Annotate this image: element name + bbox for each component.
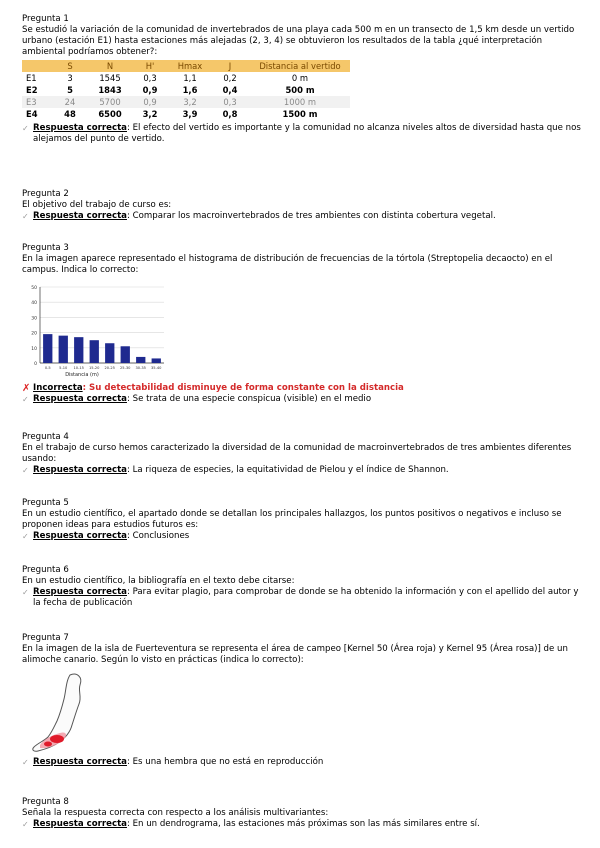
y-tick-label: 10: [31, 346, 37, 352]
histogram-bar: [74, 337, 83, 363]
question-text: Señala la respuesta correcta con respecto a los análisis multivariantes:: [22, 808, 329, 818]
x-tick-label: 35-40: [151, 366, 162, 370]
check-icon: ✓: [22, 124, 29, 133]
correct-answer-text: : Para evitar plagio, para comprobar de donde se ha obtenido la información y con el apellido del autor y la fecha de publicación: [33, 587, 579, 608]
table-cell: E2: [22, 84, 50, 96]
table-cell: 0,4: [210, 84, 250, 96]
table-row: [22, 108, 350, 120]
question-5: [22, 498, 582, 542]
correct-answer-label: Respuesta correcta: [33, 587, 127, 597]
y-tick-label: 40: [31, 301, 37, 307]
check-icon: ✓: [22, 395, 29, 404]
question-text: Se estudió la variación de la comunidad de invertebrados de una playa cada 500 m en un transecto de 1,5 km desde un vertido urbano (estación E1) hasta estaciones más alejadas (2, 3, 4) se obtuvieron los resultados de la tabla ¿qué interpretación ambiental podríamos obtener?:: [22, 25, 575, 57]
table-cell: 0 m: [250, 72, 350, 84]
question-text: El objetivo del trabajo de curso es:: [22, 200, 172, 210]
correct-answer-text: : Conclusiones: [126, 531, 190, 541]
question-text: En la imagen de la isla de Fuerteventura se representa el área de campeo [Kernel 50 (Área roja) y Kernel 95 (Área rosa)] de un alimoche canario. Según lo visto en prácticas (indica lo correcto):: [22, 644, 568, 665]
correct-answer-label: Respuesta correcta: [33, 465, 127, 475]
answer-body: [33, 394, 371, 405]
question-text: En un estudio científico, la bibliografía en el texto debe citarse:: [22, 576, 295, 586]
histogram-bar: [59, 336, 68, 363]
question-title: Pregunta 8: [22, 797, 69, 807]
correct-answer: [22, 123, 582, 145]
correct-answer: [22, 819, 582, 830]
check-icon: ✓: [22, 466, 29, 475]
x-axis-label: Distancia (m): [65, 372, 99, 378]
x-tick-label: 30-35: [135, 366, 146, 370]
fuerteventura-map: [22, 669, 102, 757]
correct-answer-label: Respuesta correcta: [33, 531, 127, 541]
answer-body: [33, 211, 496, 222]
question-6: [22, 565, 582, 609]
table-header-row: [22, 60, 350, 72]
table-cell: E3: [22, 96, 50, 108]
answer-body: [33, 757, 323, 768]
question-3: [22, 243, 582, 405]
question-title: Pregunta 7: [22, 633, 69, 643]
question-8: [22, 797, 582, 830]
table-cell: 1,1: [170, 72, 210, 84]
x-tick-label: 10-15: [73, 366, 84, 370]
table-cell: 0,8: [210, 108, 250, 120]
table-cell: E1: [22, 72, 50, 84]
table-cell: 1545: [90, 72, 130, 84]
table-cell: 0,9: [130, 96, 170, 108]
x-tick-label: 0-5: [44, 366, 51, 370]
question-title: Pregunta 4: [22, 432, 69, 442]
answer-body: [33, 465, 449, 476]
check-icon: ✓: [22, 588, 29, 597]
correct-answer: [22, 465, 582, 476]
correct-answer-text: : Comparar los macroinvertebrados de tres ambientes con distinta cobertura vegetal.: [126, 211, 496, 221]
histogram-bar: [152, 358, 161, 363]
incorrect-answer: [22, 383, 582, 394]
correct-answer: [22, 211, 582, 222]
table-cell: 6500: [90, 108, 130, 120]
check-icon: ✓: [22, 532, 29, 541]
question-title: Pregunta 6: [22, 565, 69, 575]
question-1: [22, 14, 582, 145]
table-cell: 3: [50, 72, 90, 84]
correct-answer-text: : Se trata de una especie conspicua (visible) en el medio: [126, 394, 372, 404]
correct-answer-label: Respuesta correcta: [33, 757, 127, 767]
y-tick-label: 50: [31, 286, 37, 291]
table-cell: 0,9: [130, 84, 170, 96]
check-icon: ✓: [22, 820, 29, 829]
kernel-50-area: [50, 735, 64, 743]
correct-answer-label: Respuesta correcta: [33, 819, 127, 829]
answer-body: [33, 383, 404, 394]
histogram-bar: [136, 357, 145, 363]
question-title: Pregunta 1: [22, 14, 69, 24]
y-tick-label: 20: [31, 331, 37, 337]
x-tick-label: 5-10: [59, 366, 68, 370]
answer-body: [33, 531, 189, 542]
correct-answer-text: : La riqueza de especies, la equitatividad de Pielou y el índice de Shannon.: [126, 465, 449, 475]
answer-body: [33, 587, 582, 609]
correct-answer-label: Respuesta correcta: [33, 211, 127, 221]
histogram-bar: [105, 343, 114, 363]
correct-answer-text: : En un dendrograma, las estaciones más próximas son las más similares entre sí.: [126, 819, 480, 829]
table-cell: 500 m: [250, 84, 350, 96]
check-icon: ✓: [22, 758, 29, 767]
x-tick-label: 15-20: [89, 366, 100, 370]
answer-body: [33, 819, 480, 830]
table-cell: 3,9: [170, 108, 210, 120]
table-cell: 5700: [90, 96, 130, 108]
table-cell: 1843: [90, 84, 130, 96]
table-header: S: [50, 60, 90, 72]
table-header: H': [130, 60, 170, 72]
check-icon: ✓: [22, 212, 29, 221]
correct-answer-text: : Es una hembra que no está en reproducción: [126, 757, 324, 767]
question-text: En la imagen aparece representado el histograma de distribución de frecuencias de la tórtola (Streptopelia decaocto) en el campus. Indica lo correcto:: [22, 254, 553, 275]
question-title: Pregunta 5: [22, 498, 69, 508]
correct-answer: [22, 394, 582, 405]
question-text: En un estudio científico, el apartado donde se detallan los principales hallazgos, los puntos positivos o negativos e incluso se proponen ideas para estudios futuros es:: [22, 509, 562, 530]
x-tick-label: 25-30: [120, 366, 131, 370]
x-tick-label: 20-25: [104, 366, 115, 370]
correct-answer: [22, 757, 582, 768]
table-cell: 1,6: [170, 84, 210, 96]
correct-answer-text: : El efecto del vertido es importante y la comunidad no alcanza niveles altos de diversidad hasta que nos alejamos del punto de vertido.: [33, 123, 581, 144]
correct-answer: [22, 531, 582, 542]
y-tick-label: 30: [31, 316, 37, 322]
question-title: Pregunta 3: [22, 243, 69, 253]
table-cell: 0,2: [210, 72, 250, 84]
question-7: [22, 633, 582, 768]
correct-answer: [22, 587, 582, 609]
table-cell: 24: [50, 96, 90, 108]
table-header: J: [210, 60, 250, 72]
question-2: [22, 189, 582, 222]
table-row: [22, 72, 350, 84]
table-header: Distancia al vertido: [250, 60, 350, 72]
table-cell: 0,3: [130, 72, 170, 84]
table-row: [22, 84, 350, 96]
histogram-bar: [43, 334, 52, 363]
cross-icon: ✗: [22, 383, 31, 394]
table-cell: 48: [50, 108, 90, 120]
table-cell: 0,3: [210, 96, 250, 108]
table-header: N: [90, 60, 130, 72]
histogram-chart: [22, 279, 172, 383]
y-tick-label: 0: [34, 362, 37, 367]
table-cell: 3,2: [130, 108, 170, 120]
incorrect-answer-label: Incorrecta: [33, 383, 83, 393]
correct-answer-label: Respuesta correcta: [33, 394, 127, 404]
histogram-bar: [90, 340, 99, 363]
table-cell: E4: [22, 108, 50, 120]
table-header: Hmax: [170, 60, 210, 72]
question-title: Pregunta 2: [22, 189, 69, 199]
results-table: [22, 60, 350, 120]
table-row: [22, 96, 350, 108]
table-header: [22, 60, 50, 72]
table-cell: 3,2: [170, 96, 210, 108]
histogram-bar: [121, 346, 130, 363]
incorrect-answer-text: : Su detectabilidad disminuye de forma constante con la distancia: [82, 383, 404, 393]
question-4: [22, 432, 582, 476]
correct-answer-label: Respuesta correcta: [33, 123, 127, 133]
kernel-50-area: [44, 742, 52, 747]
question-text: En el trabajo de curso hemos caracterizado la diversidad de la comunidad de macroinvertebrados de tres ambientes diferentes usando:: [22, 443, 572, 464]
table-cell: 1000 m: [250, 96, 350, 108]
table-cell: 1500 m: [250, 108, 350, 120]
table-cell: 5: [50, 84, 90, 96]
answer-body: [33, 123, 582, 145]
